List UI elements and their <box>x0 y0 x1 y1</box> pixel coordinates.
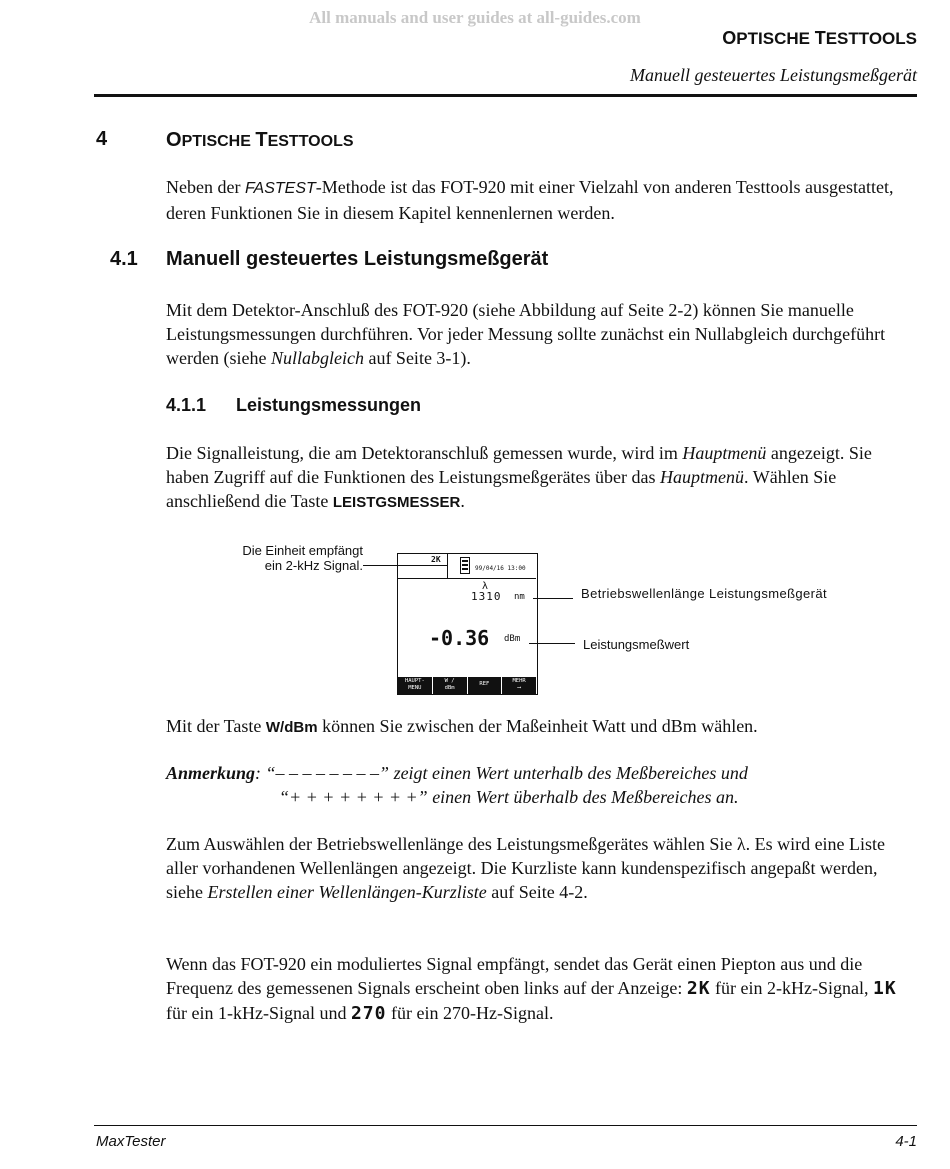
softkey-mehr: MEHR ⟶ <box>512 678 526 691</box>
chapter-intro-paragraph: Neben der FASTEST-Methode ist das FOT-920 mit einer Vielzahl von anderen Testtools ausgestattet, deren Funktionen Sie in diesem Kapitel kennenlernen werden. <box>166 177 894 223</box>
footer-rule <box>94 1125 917 1126</box>
fastest-term: FASTEST <box>244 180 316 197</box>
device-status-bar <box>398 554 536 579</box>
device-datetime: 99/04/16 13:00 <box>475 565 526 572</box>
subsection-number: 4.1.1 <box>166 395 207 415</box>
kurzliste-reference: Erstellen einer Wellenlängen-Kurzliste <box>207 882 487 902</box>
callout-power-line <box>529 643 575 644</box>
nullabgleich-reference: Nullabgleich <box>270 348 364 368</box>
footer-product: MaxTester <box>96 1133 166 1150</box>
wdbm-key: W/dBm <box>265 719 318 736</box>
power-value: -0.36 <box>429 626 490 650</box>
chapter-title: OPTISCHE TESTTOOLS <box>166 129 354 151</box>
chapter-number: 4 <box>96 128 108 150</box>
wavelength-value: 1310 <box>471 590 502 603</box>
power-unit: dBm <box>504 634 521 644</box>
running-header-title: OPTISCHE TESTTOOLS <box>722 28 917 48</box>
lambda-symbol: λ <box>482 581 488 592</box>
callout-unit: Die Einheit empfängt ein 2-kHz Signal. <box>242 543 363 573</box>
subsection-paragraph: Die Signalleistung, die am Detektoranschluß gemessen wurde, wird im Hauptmenü angezeigt. Sie haben Zugriff auf die Funktionen des Leistungsmeßgerätes über das Hauptmenü. Wählen Sie anschließend die Taste LEISTGSMESSER. <box>166 443 872 511</box>
note-label: Anmerkung <box>166 763 256 783</box>
leistgsmesser-key: LEISTGSMESSER <box>332 494 461 511</box>
footer-page-number: 4-1 <box>895 1133 917 1150</box>
device-display <box>397 553 538 695</box>
note-block: Anmerkung: “– – – – – – – –” zeigt einen Wert unterhalb des Meßbereiches und “+ + + + + + + +” einen Wert überhalb des Meßbereiches an. <box>166 763 748 807</box>
callout-wavelength: Betriebswellenlänge Leistungsmeßgerät <box>581 586 828 601</box>
modulation-paragraph: Wenn das FOT-920 ein moduliertes Signal empfängt, sendet das Gerät einen Piepton aus und die Frequenz des gemessenen Signals erscheint oben links auf der Anzeige: 2K für ein 2-kHz-Signal, 1K für ein 1-kHz-Signal und 270 für ein 270-Hz-Signal. <box>166 954 897 1024</box>
wavelength-unit: nm <box>514 592 525 602</box>
watermark: All manuals and user guides at all-guides.com <box>309 8 641 27</box>
softkey-bar <box>398 677 536 694</box>
section-title: Manuell gesteuertes Leistungsmeßgerät <box>166 248 549 270</box>
status-divider <box>447 554 448 578</box>
softkey-ref: REF <box>468 677 503 694</box>
wavelength-paragraph: Zum Auswählen der Betriebswellenlänge des Leistungsmeßgerätes wählen Sie λ. Es wird eine Liste aller vorhandenen Wellenlängen angezeigt. Die Kurzliste kann kundenspezifisch angepaßt werden, siehe Erstellen einer Wellenlängen-Kurzliste auf Seite 4-2. <box>166 834 886 902</box>
running-header-subtitle: Manuell gesteuertes Leistungsmeßgerät <box>630 65 917 85</box>
wdbm-paragraph: Mit der Taste W/dBm können Sie zwischen der Maßeinheit Watt und dBm wählen. <box>166 716 758 736</box>
softkey-hauptmenu: HAUPT- MENU <box>398 677 433 694</box>
header-rule <box>94 94 917 97</box>
section-paragraph: Mit dem Detektor-Anschluß des FOT-920 (siehe Abbildung auf Seite 2-2) können Sie manuelle Leistungsmessungen durchführen. Vor jeder Messung sollte zunächst ein Nullabgleich durchgeführt werden (siehe Nullabgleich auf Seite 3-1). <box>166 300 886 368</box>
callout-power: Leistungsmeßwert <box>583 637 690 652</box>
subsection-title: Leistungsmessungen <box>236 395 422 415</box>
callout-wavelength-line <box>533 598 573 599</box>
softkey-w-dbm: W / dBm <box>433 677 468 694</box>
modulation-indicator: 2K <box>431 555 441 564</box>
section-number: 4.1 <box>110 248 138 270</box>
battery-icon <box>460 557 470 574</box>
